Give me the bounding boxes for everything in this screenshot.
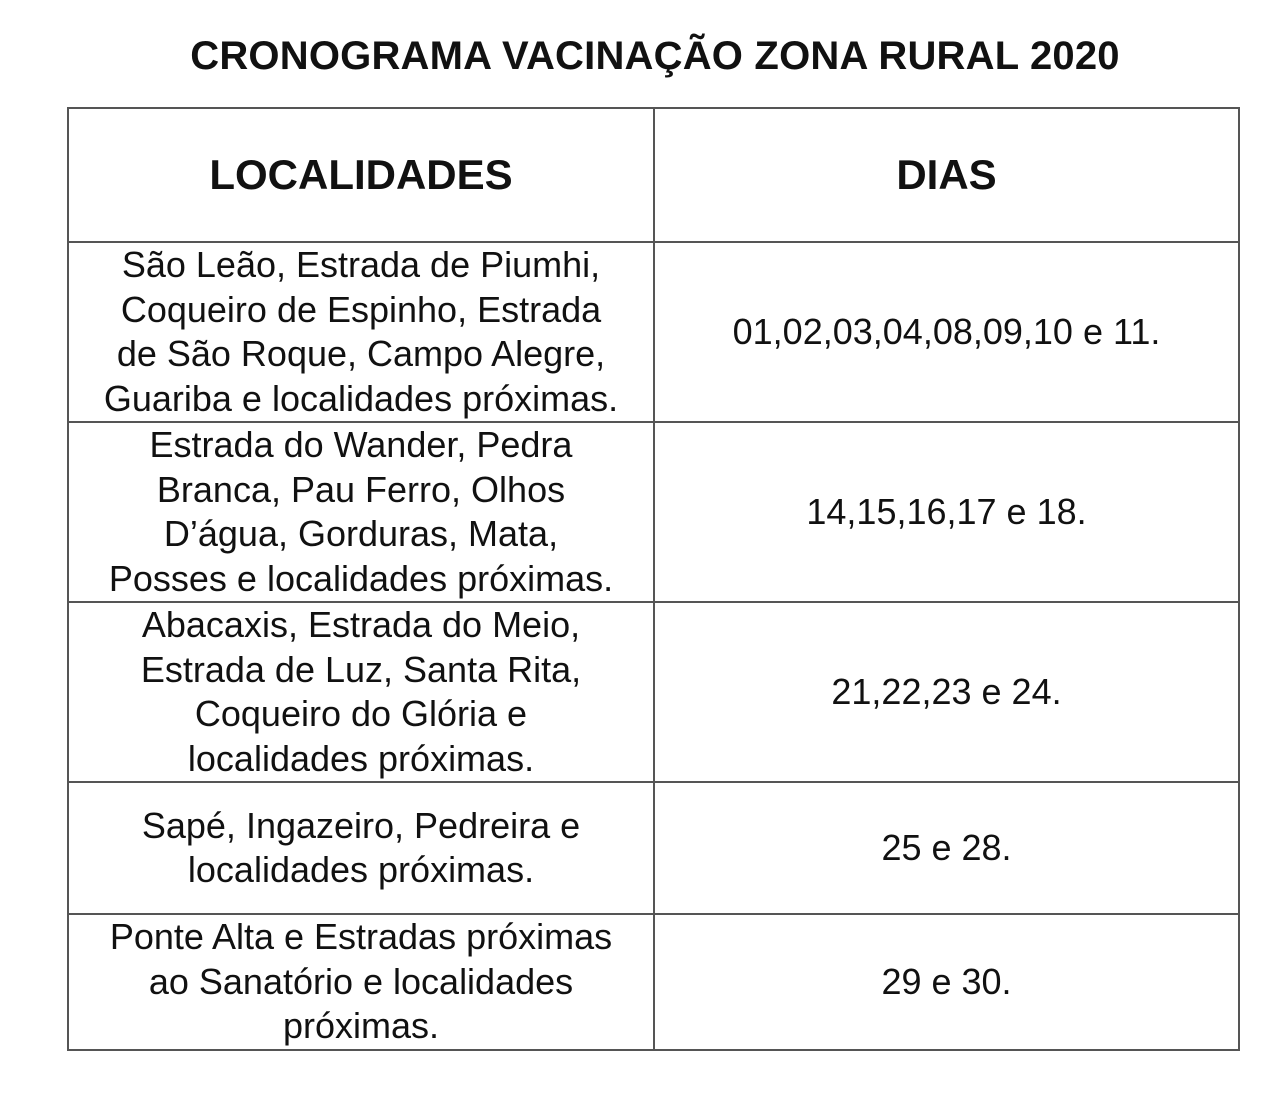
table-row — [68, 914, 1239, 1050]
table-header-row — [68, 108, 1239, 242]
localidades-cell: Sapé, Ingazeiro, Pedreira e localidades próximas. — [68, 782, 654, 914]
dias-cell: 01,02,03,04,08,09,10 e 11. — [654, 242, 1239, 422]
column-header-localidades: LOCALIDADES — [68, 108, 654, 242]
localidades-cell: Abacaxis, Estrada do Meio, Estrada de Luz, Santa Rita, Coqueiro do Glória e localidades próximas. — [68, 602, 654, 782]
page-title: CRONOGRAMA VACINAÇÃO ZONA RURAL 2020 — [190, 34, 1120, 78]
localidades-cell: Ponte Alta e Estradas próximas ao Sanatório e localidades próximas. — [68, 914, 654, 1050]
table-row — [68, 242, 1239, 422]
table-row — [68, 782, 1239, 914]
column-header-dias: DIAS — [654, 108, 1239, 242]
localidades-cell: Estrada do Wander, Pedra Branca, Pau Ferro, Olhos D’água, Gorduras, Mata, Posses e localidades próximas. — [68, 422, 654, 602]
dias-cell: 14,15,16,17 e 18. — [654, 422, 1239, 602]
dias-cell: 21,22,23 e 24. — [654, 602, 1239, 782]
dias-cell: 29 e 30. — [654, 914, 1239, 1050]
table-row — [68, 422, 1239, 602]
dias-cell: 25 e 28. — [654, 782, 1239, 914]
localidades-cell: São Leão, Estrada de Piumhi, Coqueiro de Espinho, Estrada de São Roque, Campo Alegre, Guariba e localidades próximas. — [68, 242, 654, 422]
vaccination-schedule-table — [67, 107, 1240, 1051]
table-row — [68, 602, 1239, 782]
